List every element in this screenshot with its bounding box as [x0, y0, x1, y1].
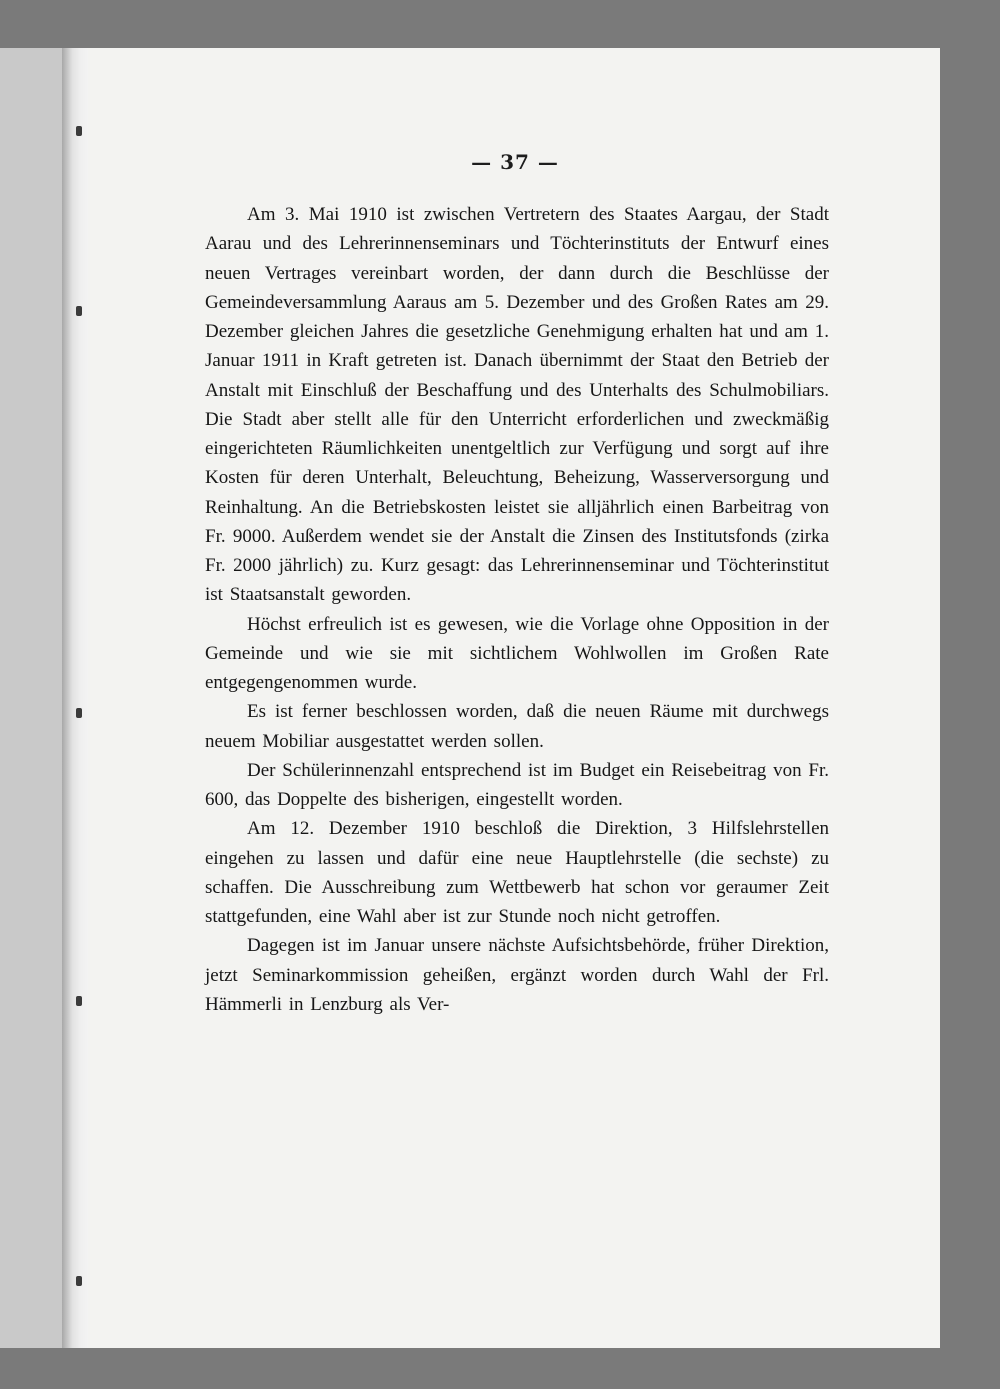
binding-mark: [76, 708, 82, 718]
binding-mark: [76, 1276, 82, 1286]
left-page-edge: [0, 48, 66, 1348]
paragraph: Höchst erfreulich ist es gewesen, wie die Vorlage ohne Opposition in der Gemeinde und wie sie mit sichtlichem Wohlwollen im Großen Rate entgegengenommen wurde.: [205, 613, 829, 693]
binding-mark: [76, 306, 82, 316]
paragraph: Es ist ferner beschlossen worden, daß die neuen Räume mit durchwegs neuem Mobiliar ausgestattet werden sollen.: [205, 701, 829, 752]
binding-mark: [76, 996, 82, 1006]
paragraph: Dagegen ist im Januar unsere nächste Aufsichtsbehörde, früher Direktion, jetzt Seminarkommission geheißen, ergänzt worden durch Wahl der Frl. Hämmerli in Lenzburg als Ver-: [205, 935, 829, 1015]
paragraph: Am 3. Mai 1910 ist zwischen Vertretern des Staates Aargau, der Stadt Aarau und des Lehrerinnenseminars und Töchterinstituts der Entwurf eines neuen Vertrages vereinbart worden, der dann durch die Beschlüsse der Gemeindeversammlung Aaraus am 5. Dezember und des Großen Rates am 29. Dezember gleichen Jahres die gesetzliche Genehmigung erhalten hat und am 1. Januar 1911 in Kraft getreten ist. Danach übernimmt der Staat den Betrieb der Anstalt mit Einschluß der Beschaffung und des Unterhalts des Schulmobiliars. Die Stadt aber stellt alle für den Unterricht erforderlichen und zweckmäßig eingerichteten Räumlichkeiten unentgeltlich zur Verfügung und sorgt auf ihre Kosten für deren Unterhalt, Beleuchtung, Beheizung, Wasserversorgung und Reinhaltung. An die Betriebskosten leistet sie alljährlich einen Barbeitrag von Fr. 9000. Außerdem wendet sie der Anstalt die Zinsen des Institutsfonds (zirka Fr. 2000 jährlich) zu. Kurz gesagt: das Lehrerinnenseminar und Töchterinstitut ist Staatsanstalt geworden.: [205, 204, 829, 606]
binding-mark: [76, 126, 82, 136]
paragraph: Der Schülerinnenzahl entsprechend ist im Budget ein Reisebeitrag von Fr. 600, das Doppelte des bisherigen, eingestellt worden.: [205, 759, 829, 810]
binding-marks: [74, 48, 94, 1348]
paragraph: Am 12. Dezember 1910 beschloß die Direktion, 3 Hilfslehrstellen eingehen zu lassen und dafür eine neue Hauptlehrstelle (die sechste) zu schaffen. Die Ausschreibung zum Wettbewerb hat schon vor geraumer Zeit stattgefunden, eine Wahl aber ist zur Stunde noch nicht getroffen.: [205, 818, 829, 927]
page-number: — 37 —: [471, 150, 559, 174]
text-body: [205, 200, 829, 1019]
